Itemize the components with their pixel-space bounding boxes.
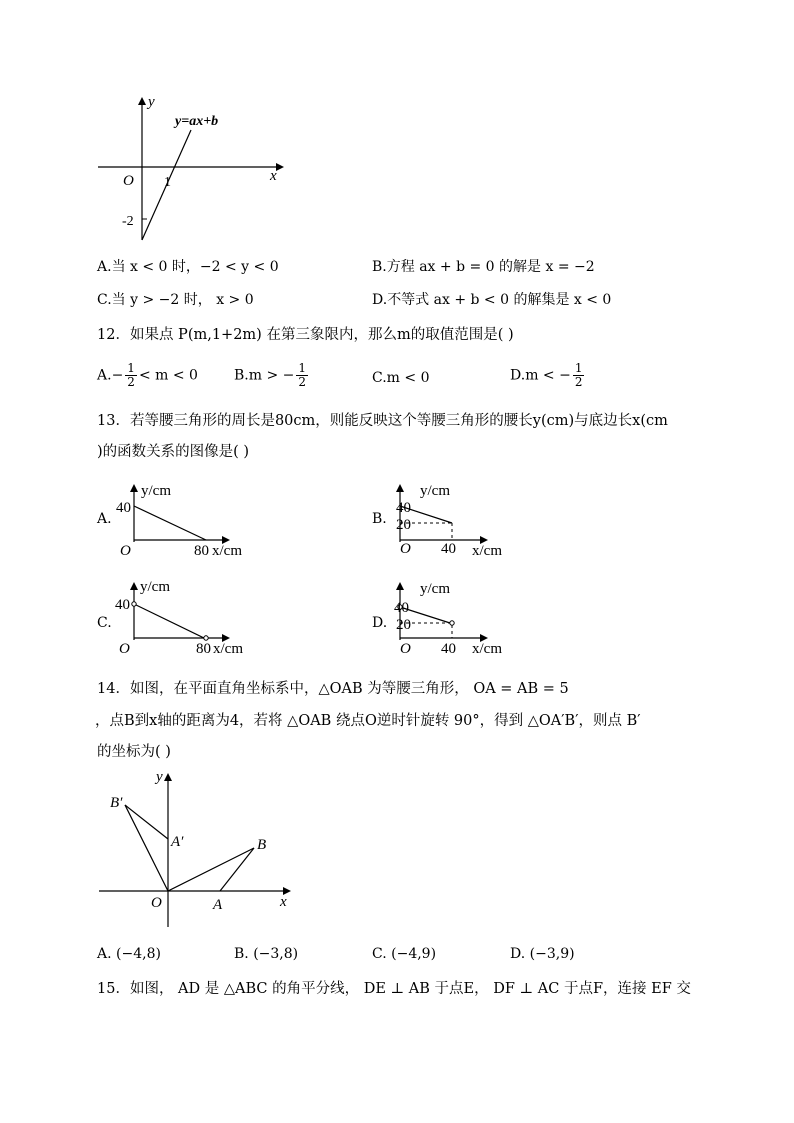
q13c-origin: O: [119, 641, 130, 657]
q13d-y-label: y/cm: [420, 581, 450, 597]
q13-option-a-letter[interactable]: A.: [97, 511, 112, 527]
q11-option-d[interactable]: D.不等式 ax + b < 0 的解集是 x < 0: [372, 292, 612, 308]
q13d-x-tick: 40: [441, 641, 456, 657]
q15-stem: 15．如图， AD 是 △ABC 的角平分线， DE ⊥ AB 于点E， DF ⊥ AC 于点F，连接 EF 交: [97, 981, 691, 997]
q13a-y-label: y/cm: [141, 483, 171, 499]
q13-stem-line1: 13．若等腰三角形的周长是80cm，则能反映这个等腰三角形的腰长y(cm)与底边长x(cm: [97, 413, 668, 429]
q14-point-a: A: [213, 897, 223, 913]
q14-stem-line2: ，点B到x轴的距离为4，若将 △OAB 绕点O逆时针旋转 90°，得到 △OA′B′，则点 B′: [95, 713, 641, 729]
q11-line-label: y=ax+b: [175, 114, 219, 129]
q13-option-b-letter[interactable]: B.: [372, 511, 387, 527]
q13c-x-tick: 80: [196, 641, 211, 657]
q14-option-d[interactable]: D. (−3,9): [510, 946, 575, 962]
q14-y-label: y: [156, 769, 163, 785]
q13d-origin: O: [400, 641, 411, 657]
q13a-x-label: x/cm: [212, 543, 242, 559]
q12-stem: 12．如果点 P(m,1+2m) 在第三象限内，那么m的取值范围是( ): [97, 327, 514, 343]
fraction: $\frac{1}{2}$: [298, 361, 307, 389]
q11-graph: [90, 90, 290, 250]
q14-origin: O: [151, 895, 162, 911]
q14-stem-line1: 14．如图，在平面直角坐标系中，△OAB 为等腰三角形， OA = AB = 5: [97, 681, 569, 697]
q14-x-label: x: [280, 894, 287, 910]
q13d-y-tick2: 20: [396, 617, 411, 633]
q13-graph-c: [112, 578, 262, 658]
q13a-x-tick: 80: [194, 543, 209, 559]
q11-option-c[interactable]: C.当 y > −2 时， x > 0: [97, 292, 254, 308]
q13b-y-tick2: 20: [396, 517, 411, 533]
q13a-origin: O: [120, 543, 131, 559]
q12-option-c[interactable]: C.m < 0: [372, 370, 430, 386]
q14-option-a[interactable]: A. (−4,8): [97, 946, 161, 962]
q14-option-b[interactable]: B. (−3,8): [234, 946, 299, 962]
q11-y-axis-label: y: [148, 94, 155, 110]
q14-option-c[interactable]: C. (−4,9): [372, 946, 437, 962]
q13b-y-label: y/cm: [420, 483, 450, 499]
q13-option-d-letter[interactable]: D.: [372, 615, 388, 631]
q13c-y-tick: 40: [115, 597, 130, 613]
fraction: $\frac{1}{2}$: [574, 361, 583, 389]
q13-graph-a: [112, 480, 262, 560]
q12-option-a[interactable]: A.− $\frac{1}{2}$ < m < 0: [97, 361, 198, 389]
q13-graph-d: [388, 578, 538, 658]
q14-point-b-prime: B′: [110, 795, 123, 811]
q11-option-a[interactable]: A.当 x < 0 时，−2 < y < 0: [97, 259, 279, 275]
q11-x-axis-label: x: [270, 168, 277, 184]
q12-option-d[interactable]: D.m < − $\frac{1}{2}$: [510, 361, 583, 389]
q11-origin-label: O: [123, 173, 134, 189]
fraction: $\frac{1}{2}$: [127, 361, 135, 389]
q14-figure: [95, 765, 305, 930]
q13c-x-label: x/cm: [213, 641, 243, 657]
q13-graph-b: [388, 480, 538, 560]
q13b-x-tick: 40: [441, 541, 456, 557]
q13-option-c-letter[interactable]: C.: [97, 615, 112, 631]
q14-stem-line3: 的坐标为( ): [97, 744, 171, 760]
q13d-x-label: x/cm: [472, 641, 502, 657]
q13b-origin: O: [400, 541, 411, 557]
q11-x-tick-label: 1: [164, 175, 171, 190]
q13-stem-line2: )的函数关系的图像是( ): [97, 444, 250, 460]
q13b-y-tick: 40: [396, 500, 411, 516]
q13d-y-tick: 40: [394, 600, 409, 616]
q13c-y-label: y/cm: [140, 579, 170, 595]
q11-y-tick-label: -2: [122, 214, 134, 229]
q11-option-b[interactable]: B.方程 ax + b = 0 的解是 x = −2: [372, 259, 595, 275]
q13b-x-label: x/cm: [472, 543, 502, 559]
q13a-y-tick: 40: [116, 500, 131, 516]
q12-option-b[interactable]: B.m > − $\frac{1}{2}$: [234, 361, 307, 389]
q14-point-a-prime: A′: [171, 834, 184, 850]
q14-point-b: B: [257, 837, 267, 853]
